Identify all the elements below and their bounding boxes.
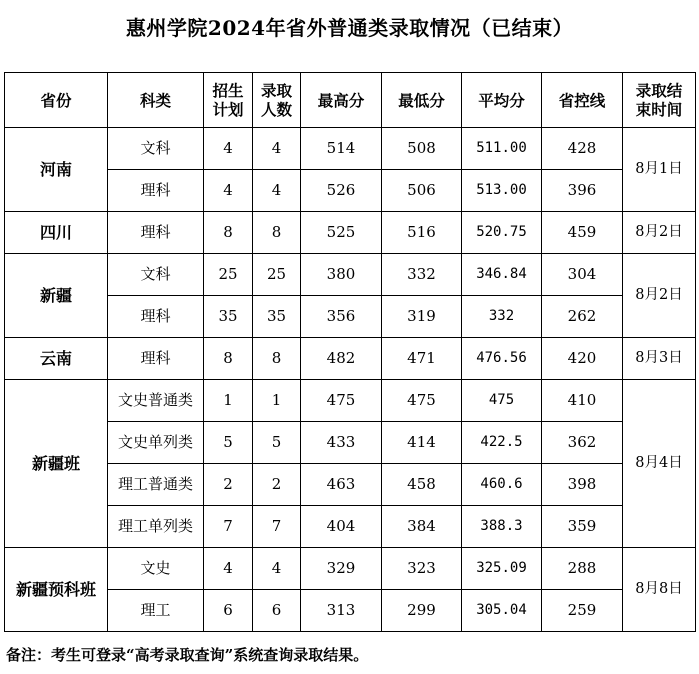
table-row — [5, 212, 696, 254]
subject-cell: 理工单列类 — [108, 506, 204, 548]
max-score-cell: 526 — [301, 170, 382, 212]
table-row — [5, 590, 696, 632]
min-score-cell: 332 — [382, 254, 462, 296]
control-line-cell: 420 — [542, 338, 623, 380]
plan-cell: 4 — [204, 548, 253, 590]
max-score-cell: 514 — [301, 128, 382, 170]
avg-score-cell: 422.5 — [462, 422, 542, 464]
header-min: 最低分 — [382, 73, 462, 128]
table-row — [5, 338, 696, 380]
max-score-cell: 313 — [301, 590, 382, 632]
avg-score-cell: 305.04 — [462, 590, 542, 632]
admission-table — [4, 72, 696, 632]
subject-cell: 理工普通类 — [108, 464, 204, 506]
max-score-cell: 433 — [301, 422, 382, 464]
table-row — [5, 128, 696, 170]
plan-cell: 25 — [204, 254, 253, 296]
plan-cell: 4 — [204, 170, 253, 212]
plan-cell: 8 — [204, 212, 253, 254]
max-score-cell: 475 — [301, 380, 382, 422]
admitted-cell: 1 — [253, 380, 301, 422]
admitted-cell: 8 — [253, 212, 301, 254]
avg-score-cell: 476.56 — [462, 338, 542, 380]
table-row — [5, 380, 696, 422]
table-row — [5, 170, 696, 212]
min-score-cell: 508 — [382, 128, 462, 170]
header-end-line1: 录取结 — [635, 81, 683, 100]
avg-score-cell: 346.84 — [462, 254, 542, 296]
admitted-cell: 8 — [253, 338, 301, 380]
end-date-cell: 8月2日 — [623, 212, 696, 254]
control-line-cell: 259 — [542, 590, 623, 632]
table-row — [5, 464, 696, 506]
subject-cell: 理科 — [108, 338, 204, 380]
plan-cell: 2 — [204, 464, 253, 506]
province-cell: 新疆 — [5, 254, 108, 338]
min-score-cell: 475 — [382, 380, 462, 422]
admitted-cell: 4 — [253, 128, 301, 170]
table-body — [5, 128, 696, 632]
control-line-cell: 410 — [542, 380, 623, 422]
control-line-cell: 362 — [542, 422, 623, 464]
min-score-cell: 506 — [382, 170, 462, 212]
control-line-cell: 396 — [542, 170, 623, 212]
max-score-cell: 482 — [301, 338, 382, 380]
max-score-cell: 329 — [301, 548, 382, 590]
table-row — [5, 506, 696, 548]
subject-cell: 文史普通类 — [108, 380, 204, 422]
min-score-cell: 323 — [382, 548, 462, 590]
avg-score-cell: 513.00 — [462, 170, 542, 212]
avg-score-cell: 511.00 — [462, 128, 542, 170]
table-row — [5, 548, 696, 590]
header-end-line2: 束时间 — [635, 100, 683, 119]
avg-score-cell: 520.75 — [462, 212, 542, 254]
control-line-cell: 398 — [542, 464, 623, 506]
table-row — [5, 296, 696, 338]
plan-cell: 6 — [204, 590, 253, 632]
min-score-cell: 319 — [382, 296, 462, 338]
subject-cell: 文史 — [108, 548, 204, 590]
header-plan — [204, 73, 253, 128]
admitted-cell: 4 — [253, 548, 301, 590]
end-date-cell: 8月3日 — [623, 338, 696, 380]
table-row — [5, 422, 696, 464]
avg-score-cell: 332 — [462, 296, 542, 338]
admitted-cell: 4 — [253, 170, 301, 212]
min-score-cell: 299 — [382, 590, 462, 632]
control-line-cell: 304 — [542, 254, 623, 296]
admitted-cell: 6 — [253, 590, 301, 632]
header-admitted-line2: 人数 — [260, 100, 292, 119]
subject-cell: 理科 — [108, 212, 204, 254]
page-title: 惠州学院2024年省外普通类录取情况（已结束） — [125, 16, 574, 40]
max-score-cell: 404 — [301, 506, 382, 548]
max-score-cell: 380 — [301, 254, 382, 296]
admitted-cell: 7 — [253, 506, 301, 548]
end-date-cell: 8月8日 — [623, 548, 696, 632]
avg-score-cell: 460.6 — [462, 464, 542, 506]
min-score-cell: 516 — [382, 212, 462, 254]
header-control: 省控线 — [542, 73, 623, 128]
subject-cell: 文科 — [108, 128, 204, 170]
header-max: 最高分 — [301, 73, 382, 128]
end-date-cell: 8月1日 — [623, 128, 696, 212]
header-subject: 科类 — [108, 73, 204, 128]
plan-cell: 7 — [204, 506, 253, 548]
control-line-cell: 428 — [542, 128, 623, 170]
control-line-cell: 262 — [542, 296, 623, 338]
table-row — [5, 254, 696, 296]
control-line-cell: 459 — [542, 212, 623, 254]
min-score-cell: 471 — [382, 338, 462, 380]
header-plan-line2: 计划 — [212, 100, 244, 119]
admitted-cell: 2 — [253, 464, 301, 506]
province-cell: 河南 — [5, 128, 108, 212]
plan-cell: 4 — [204, 128, 253, 170]
province-cell: 新疆班 — [5, 380, 108, 548]
province-cell: 四川 — [5, 212, 108, 254]
control-line-cell: 359 — [542, 506, 623, 548]
admitted-cell: 5 — [253, 422, 301, 464]
header-end-time — [623, 73, 696, 128]
header-admitted — [253, 73, 301, 128]
subject-cell: 理科 — [108, 296, 204, 338]
plan-cell: 8 — [204, 338, 253, 380]
plan-cell: 5 — [204, 422, 253, 464]
header-admitted-line1: 录取 — [260, 81, 292, 100]
subject-cell: 文史单列类 — [108, 422, 204, 464]
plan-cell: 1 — [204, 380, 253, 422]
end-date-cell: 8月2日 — [623, 254, 696, 338]
min-score-cell: 384 — [382, 506, 462, 548]
end-date-cell: 8月4日 — [623, 380, 696, 548]
province-cell: 新疆预科班 — [5, 548, 108, 632]
control-line-cell: 288 — [542, 548, 623, 590]
header-avg: 平均分 — [462, 73, 542, 128]
subject-cell: 理工 — [108, 590, 204, 632]
province-cell: 云南 — [5, 338, 108, 380]
subject-cell: 文科 — [108, 254, 204, 296]
admitted-cell: 25 — [253, 254, 301, 296]
min-score-cell: 458 — [382, 464, 462, 506]
min-score-cell: 414 — [382, 422, 462, 464]
header-province: 省份 — [5, 73, 108, 128]
plan-cell: 35 — [204, 296, 253, 338]
avg-score-cell: 388.3 — [462, 506, 542, 548]
footnote: 备注：考生可登录“高考录取查询”系统查询录取结果。 — [6, 646, 369, 664]
avg-score-cell: 325.09 — [462, 548, 542, 590]
max-score-cell: 356 — [301, 296, 382, 338]
avg-score-cell: 475 — [462, 380, 542, 422]
header-row — [5, 73, 696, 128]
subject-cell: 理科 — [108, 170, 204, 212]
admitted-cell: 35 — [253, 296, 301, 338]
header-plan-line1: 招生 — [212, 81, 244, 100]
max-score-cell: 525 — [301, 212, 382, 254]
max-score-cell: 463 — [301, 464, 382, 506]
